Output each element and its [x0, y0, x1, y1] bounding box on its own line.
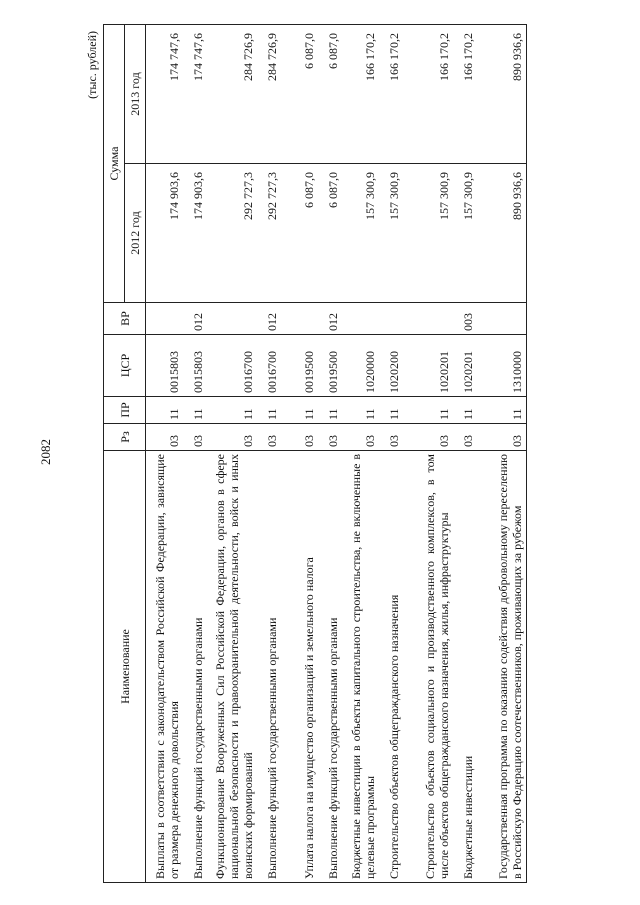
row-2013: 166 170,2: [403, 24, 453, 163]
row-name: Бюджетные инвестиции в объекты капитального строительства, не включенные в целевые программы: [342, 451, 379, 883]
row-vr: 012: [183, 303, 207, 335]
row-2013: 166 170,2: [379, 24, 403, 163]
row-name: Строительство объектов социального и производственного комплексов, в том числе объектов общегражданского назначения, жилья, инфраструктуры: [403, 451, 453, 883]
row-name: Выполнение функций государственными органами: [318, 451, 342, 883]
row-vr: [379, 303, 403, 335]
row-2013: 890 936,6: [477, 24, 527, 163]
row-vr: 003: [453, 303, 477, 335]
row-pr: 11: [342, 397, 379, 424]
header-csr: ЦСР: [104, 335, 146, 397]
row-2012: 292 727,3: [257, 164, 281, 303]
row-pr: 11: [379, 397, 403, 424]
row-pr: 11: [207, 397, 257, 424]
row-2012: 174 903,6: [146, 164, 183, 303]
row-vr: [281, 303, 318, 335]
row-2012: 292 727,3: [207, 164, 257, 303]
row-csr: 0015803: [183, 335, 207, 397]
header-2013: 2013 год: [125, 24, 146, 163]
row-pr: 11: [403, 397, 453, 424]
row-csr: 1020201: [453, 335, 477, 397]
row-pr: 11: [453, 397, 477, 424]
row-2012: 890 936,6: [477, 164, 527, 303]
row-csr: 0016700: [207, 335, 257, 397]
row-2012: 6 087,0: [281, 164, 318, 303]
header-pr: ПР: [104, 397, 146, 424]
row-2012: 157 300,9: [379, 164, 403, 303]
row-csr: 0016700: [257, 335, 281, 397]
row-rz: 03: [453, 424, 477, 451]
table-body: [146, 24, 527, 882]
header-sum: Сумма: [104, 24, 125, 302]
row-vr: [207, 303, 257, 335]
row-pr: 11: [477, 397, 527, 424]
table-row: [379, 24, 403, 882]
row-2013: 6 087,0: [318, 24, 342, 163]
table-row: [403, 24, 453, 882]
row-vr: 012: [318, 303, 342, 335]
row-rz: 03: [477, 424, 527, 451]
table-row: [257, 24, 281, 882]
header-rz: Рз: [104, 424, 146, 451]
row-2012: 174 903,6: [183, 164, 207, 303]
header-vr: ВР: [104, 303, 146, 335]
row-rz: 03: [257, 424, 281, 451]
row-vr: [477, 303, 527, 335]
row-name: Строительство объектов общегражданского назначения: [379, 451, 403, 883]
unit-note: (тыс. рублей): [85, 31, 99, 99]
row-name: Функционирование Вооруженных Сил Российской Федерации, органов в сфере национальной безопасности и правоохранительной деятельности, войск и иных воинских формирований: [207, 451, 257, 883]
row-rz: 03: [207, 424, 257, 451]
row-csr: 1020200: [379, 335, 403, 397]
row-pr: 11: [318, 397, 342, 424]
row-2013: 166 170,2: [342, 24, 379, 163]
row-vr: 012: [257, 303, 281, 335]
row-rz: 03: [379, 424, 403, 451]
table-row: [318, 24, 342, 882]
header-2012: 2012 год: [125, 164, 146, 303]
row-2013: 284 726,9: [257, 24, 281, 163]
rotated-page: [85, 25, 565, 883]
header-name: Наименование: [104, 451, 146, 883]
header-row: [104, 24, 125, 882]
table-row: [477, 24, 527, 882]
table-row: [207, 24, 257, 882]
table-row: [183, 24, 207, 882]
row-csr: 1020000: [342, 335, 379, 397]
row-name: Выполнение функций государственными органами: [183, 451, 207, 883]
row-pr: 11: [257, 397, 281, 424]
table-row: [453, 24, 477, 882]
row-name: Бюджетные инвестиции: [453, 451, 477, 883]
row-vr: [146, 303, 183, 335]
row-rz: 03: [281, 424, 318, 451]
row-2013: 174 747,6: [183, 24, 207, 163]
row-csr: 0015803: [146, 335, 183, 397]
row-pr: 11: [281, 397, 318, 424]
table-row: [281, 24, 318, 882]
row-2013: 166 170,2: [453, 24, 477, 163]
row-vr: [342, 303, 379, 335]
table-row: [146, 24, 183, 882]
row-pr: 11: [183, 397, 207, 424]
row-name: Выплаты в соответствии с законодательством Российской Федерации, зависящие от размера денежного довольствия: [146, 451, 183, 883]
table-row: [342, 24, 379, 882]
row-rz: 03: [183, 424, 207, 451]
budget-table: [103, 24, 527, 883]
row-csr: 0019500: [318, 335, 342, 397]
row-2012: 157 300,9: [453, 164, 477, 303]
row-rz: 03: [146, 424, 183, 451]
row-2013: 174 747,6: [146, 24, 183, 163]
row-rz: 03: [403, 424, 453, 451]
row-name: Выполнение функций государственными органами: [257, 451, 281, 883]
row-pr: 11: [146, 397, 183, 424]
row-2013: 6 087,0: [281, 24, 318, 163]
row-2012: 157 300,9: [403, 164, 453, 303]
page-number: 2082: [38, 439, 53, 465]
row-name: Государственная программа по оказанию содействия добровольному переселению в Российскую Федерацию соотечественников, проживающих за рубежом: [477, 451, 527, 883]
row-2012: 157 300,9: [342, 164, 379, 303]
row-vr: [403, 303, 453, 335]
row-rz: 03: [318, 424, 342, 451]
row-2013: 284 726,9: [207, 24, 257, 163]
row-2012: 6 087,0: [318, 164, 342, 303]
row-rz: 03: [342, 424, 379, 451]
row-name: Уплата налога на имущество организаций и земельного налога: [281, 451, 318, 883]
row-csr: 1020201: [403, 335, 453, 397]
row-csr: 1310000: [477, 335, 527, 397]
row-csr: 0019500: [281, 335, 318, 397]
